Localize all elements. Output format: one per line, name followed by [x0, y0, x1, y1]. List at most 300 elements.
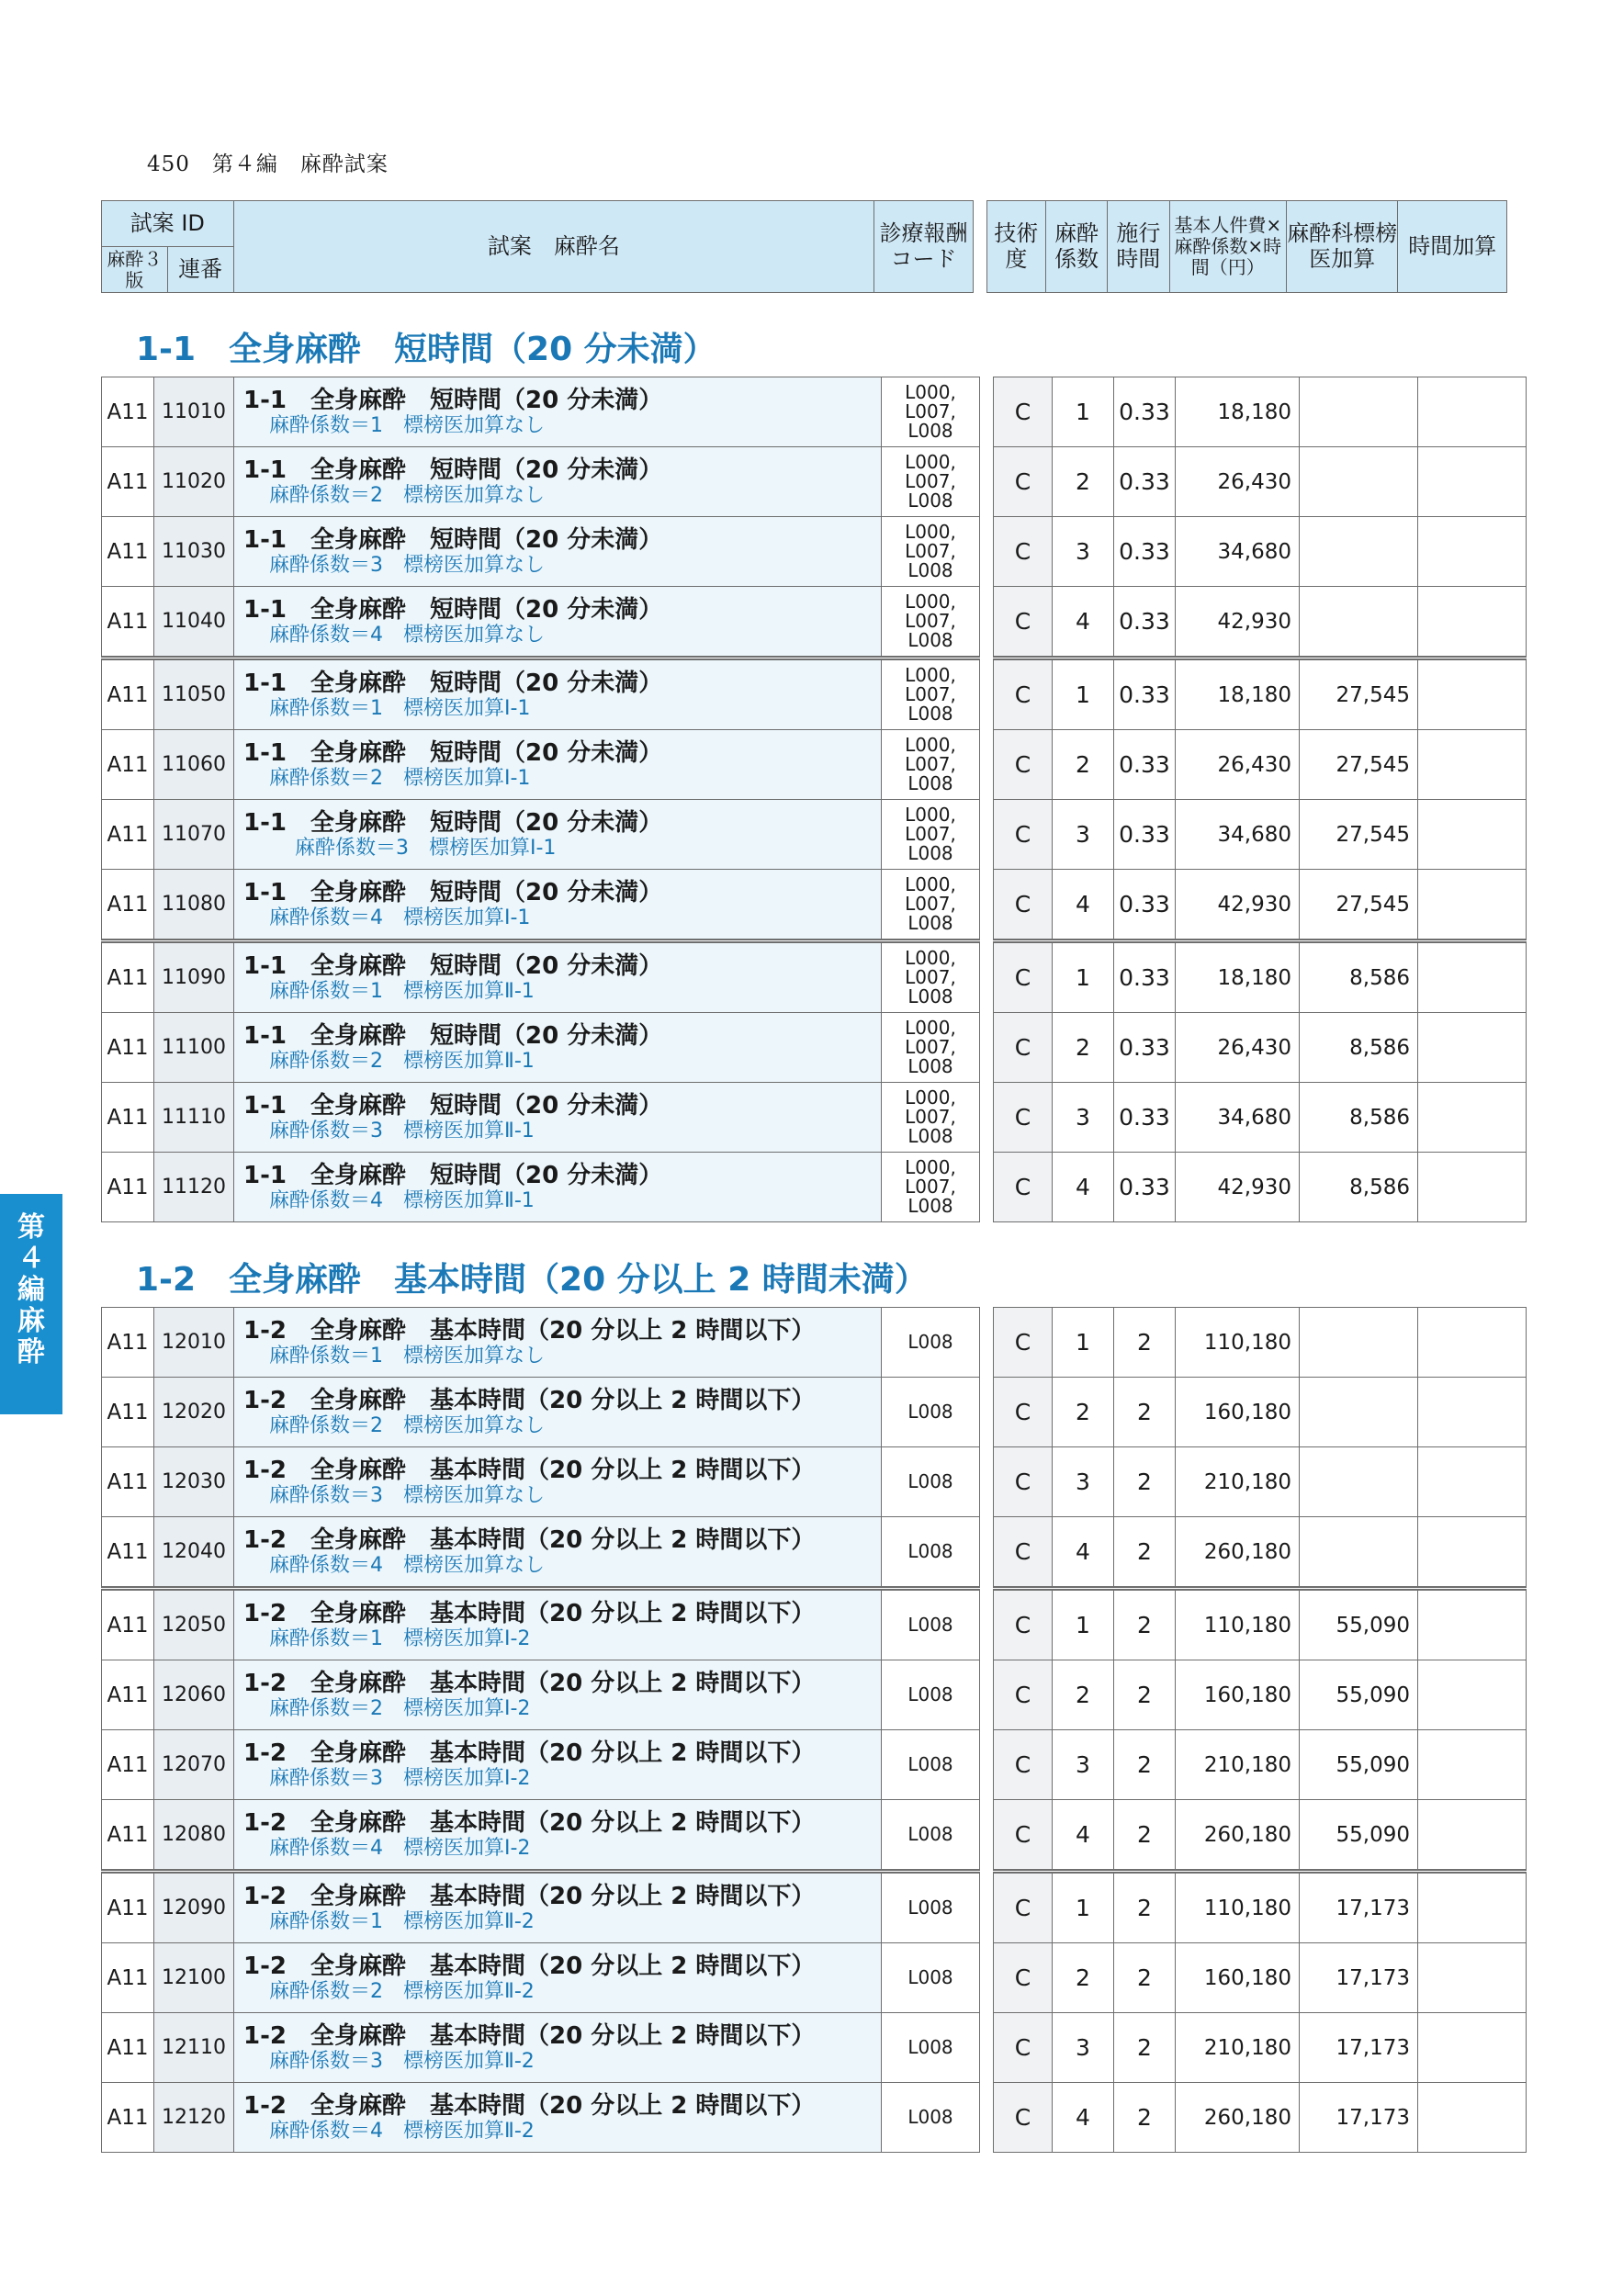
table-row — [102, 1308, 1527, 1378]
cell-code: L008 — [882, 1943, 980, 2013]
table-row — [102, 2013, 1527, 2083]
cell-jikan-kasan — [1418, 447, 1527, 517]
cell-kihon: 260,180 — [1176, 1517, 1300, 1589]
name-subtitle: 麻酔係数＝2 標榜医加算Ⅰ-2 — [269, 1696, 531, 1720]
cell-kihon: 160,180 — [1176, 1378, 1300, 1447]
cell-gap — [980, 1517, 994, 1589]
table-row — [102, 941, 1527, 1013]
cell-code: L000, L007, L008 — [882, 587, 980, 658]
header-shian-id: 試案 ID — [102, 201, 234, 247]
cell-code: L000, L007, L008 — [882, 1153, 980, 1222]
table-row — [102, 870, 1527, 941]
cell-name — [234, 377, 882, 447]
cell-masui3: A11 — [102, 1943, 154, 2013]
cell-masui3: A11 — [102, 1517, 154, 1589]
cell-jikan: 0.33 — [1114, 1153, 1176, 1222]
cell-keisu: 4 — [1053, 1800, 1114, 1872]
cell-hyobo: 55,090 — [1300, 1730, 1418, 1800]
section-title-1-1: 1-1 全身麻酔 短時間（20 分未満） — [136, 331, 716, 368]
cell-keisu: 1 — [1053, 377, 1114, 447]
name-subtitle: 麻酔係数＝1 標榜医加算なし — [269, 1344, 545, 1367]
cell-kihon: 110,180 — [1176, 1308, 1300, 1378]
name-title: 1-2 全身麻酔 基本時間（20 分以上 2 時間以下） — [243, 1808, 816, 1837]
cell-gijutsu: C — [994, 377, 1053, 447]
cell-jikan-kasan — [1418, 1153, 1527, 1222]
cell-name — [234, 1589, 882, 1660]
cell-kihon: 210,180 — [1176, 2013, 1300, 2083]
cell-serial: 12060 — [154, 1660, 234, 1730]
cell-jikan: 0.33 — [1114, 870, 1176, 941]
table-row — [102, 658, 1527, 730]
name-subtitle: 麻酔係数＝1 標榜医加算Ⅱ-2 — [269, 1909, 535, 1933]
cell-name — [234, 1660, 882, 1730]
cell-gap — [980, 377, 994, 447]
name-title: 1-1 全身麻酔 短時間（20 分未満） — [243, 1161, 663, 1189]
cell-hyobo: 27,545 — [1300, 730, 1418, 800]
cell-gijutsu: C — [994, 870, 1053, 941]
cell-hyobo: 55,090 — [1300, 1660, 1418, 1730]
cell-code: L008 — [882, 1308, 980, 1378]
table-row — [102, 447, 1527, 517]
name-title: 1-1 全身麻酔 短時間（20 分未満） — [243, 456, 663, 484]
name-title: 1-1 全身麻酔 短時間（20 分未満） — [243, 1021, 663, 1050]
cell-code: L000, L007, L008 — [882, 658, 980, 730]
cell-gijutsu: C — [994, 1517, 1053, 1589]
cell-gap — [980, 1083, 994, 1153]
table-row — [102, 1872, 1527, 1943]
cell-jikan: 0.33 — [1114, 1083, 1176, 1153]
header-masui3: 麻酔３版 — [102, 247, 168, 293]
cell-gijutsu: C — [994, 2013, 1053, 2083]
cell-keisu: 3 — [1053, 1730, 1114, 1800]
table-section-1-2 — [101, 1307, 1527, 2153]
cell-jikan-kasan — [1418, 1447, 1527, 1517]
cell-serial: 12110 — [154, 2013, 234, 2083]
name-title: 1-1 全身麻酔 短時間（20 分未満） — [243, 525, 663, 554]
table-row — [102, 1447, 1527, 1517]
cell-jikan: 2 — [1114, 1730, 1176, 1800]
name-subtitle: 麻酔係数＝4 標榜医加算Ⅰ-2 — [269, 1836, 531, 1860]
side-tab — [0, 1194, 62, 1414]
column-header — [101, 200, 1507, 293]
cell-code: L008 — [882, 1730, 980, 1800]
cell-code: L000, L007, L008 — [882, 800, 980, 870]
name-subtitle: 麻酔係数＝4 標榜医加算なし — [269, 1553, 545, 1577]
cell-serial: 12070 — [154, 1730, 234, 1800]
cell-jikan-kasan — [1418, 1083, 1527, 1153]
cell-gap — [980, 1153, 994, 1222]
cell-hyobo — [1300, 1378, 1418, 1447]
cell-kihon: 18,180 — [1176, 658, 1300, 730]
cell-serial: 11030 — [154, 517, 234, 587]
cell-gijutsu: C — [994, 1872, 1053, 1943]
cell-code: L000, L007, L008 — [882, 447, 980, 517]
cell-code: L008 — [882, 1589, 980, 1660]
cell-jikan-kasan — [1418, 517, 1527, 587]
cell-hyobo: 8,586 — [1300, 1013, 1418, 1083]
cell-serial: 11010 — [154, 377, 234, 447]
cell-kihon: 26,430 — [1176, 730, 1300, 800]
name-title: 1-2 全身麻酔 基本時間（20 分以上 2 時間以下） — [243, 1669, 816, 1697]
cell-code: L000, L007, L008 — [882, 1083, 980, 1153]
cell-gap — [980, 1660, 994, 1730]
cell-name — [234, 1308, 882, 1378]
cell-keisu: 3 — [1053, 800, 1114, 870]
cell-kihon: 34,680 — [1176, 1083, 1300, 1153]
cell-gijutsu: C — [994, 517, 1053, 587]
table-row — [102, 587, 1527, 658]
cell-serial: 12020 — [154, 1378, 234, 1447]
cell-serial: 11090 — [154, 941, 234, 1013]
cell-jikan-kasan — [1418, 587, 1527, 658]
cell-name — [234, 587, 882, 658]
cell-masui3: A11 — [102, 1013, 154, 1083]
cell-kihon: 260,180 — [1176, 2083, 1300, 2153]
cell-kihon: 18,180 — [1176, 377, 1300, 447]
cell-serial: 12010 — [154, 1308, 234, 1378]
header-jikan: 施行時間 — [1108, 201, 1169, 293]
side-tab-char: 第 — [17, 1211, 45, 1244]
cell-masui3: A11 — [102, 377, 154, 447]
cell-keisu: 2 — [1053, 1013, 1114, 1083]
cell-masui3: A11 — [102, 1083, 154, 1153]
header-name: 試案 麻酔名 — [233, 201, 874, 293]
cell-name — [234, 1517, 882, 1589]
cell-masui3: A11 — [102, 730, 154, 800]
cell-gap — [980, 1872, 994, 1943]
cell-jikan: 0.33 — [1114, 1013, 1176, 1083]
cell-keisu: 1 — [1053, 1872, 1114, 1943]
name-title: 1-2 全身麻酔 基本時間（20 分以上 2 時間以下） — [243, 1525, 816, 1554]
cell-name — [234, 658, 882, 730]
cell-gap — [980, 800, 994, 870]
cell-serial: 11080 — [154, 870, 234, 941]
table-row — [102, 1378, 1527, 1447]
name-title: 1-2 全身麻酔 基本時間（20 分以上 2 時間以下） — [243, 1316, 816, 1345]
cell-jikan-kasan — [1418, 941, 1527, 1013]
name-subtitle: 麻酔係数＝2 標榜医加算なし — [269, 1413, 545, 1437]
cell-gap — [980, 517, 994, 587]
cell-masui3: A11 — [102, 1589, 154, 1660]
cell-jikan: 2 — [1114, 2013, 1176, 2083]
cell-name — [234, 941, 882, 1013]
cell-gap — [980, 1730, 994, 1800]
cell-name — [234, 1730, 882, 1800]
cell-gijutsu: C — [994, 1083, 1053, 1153]
cell-gap — [980, 2083, 994, 2153]
cell-gap — [980, 1800, 994, 1872]
cell-gijutsu: C — [994, 1447, 1053, 1517]
running-head: 450 第４編 麻酔試案 — [147, 152, 389, 176]
cell-keisu: 2 — [1053, 1660, 1114, 1730]
cell-code: L008 — [882, 1378, 980, 1447]
name-subtitle: 麻酔係数＝2 標榜医加算Ⅰ-1 — [269, 766, 531, 790]
cell-serial: 11100 — [154, 1013, 234, 1083]
cell-jikan: 0.33 — [1114, 377, 1176, 447]
cell-masui3: A11 — [102, 941, 154, 1013]
cell-jikan: 0.33 — [1114, 587, 1176, 658]
name-title: 1-1 全身麻酔 短時間（20 分未満） — [243, 808, 663, 837]
cell-jikan: 0.33 — [1114, 658, 1176, 730]
cell-kihon: 34,680 — [1176, 517, 1300, 587]
cell-name — [234, 447, 882, 517]
cell-masui3: A11 — [102, 1660, 154, 1730]
cell-name — [234, 2013, 882, 2083]
cell-gijutsu: C — [994, 730, 1053, 800]
cell-serial: 12100 — [154, 1943, 234, 2013]
cell-hyobo: 27,545 — [1300, 658, 1418, 730]
cell-jikan-kasan — [1418, 377, 1527, 447]
side-tab-char: 麻 — [17, 1305, 45, 1337]
table-section-1-1 — [101, 377, 1527, 1222]
cell-gap — [980, 2013, 994, 2083]
cell-keisu: 3 — [1053, 1083, 1114, 1153]
name-subtitle: 麻酔係数＝2 標榜医加算なし — [269, 483, 545, 507]
cell-keisu: 2 — [1053, 1943, 1114, 2013]
table-row — [102, 1943, 1527, 2013]
cell-keisu: 4 — [1053, 2083, 1114, 2153]
header-gap — [973, 201, 986, 293]
name-title: 1-2 全身麻酔 基本時間（20 分以上 2 時間以下） — [243, 1386, 816, 1414]
cell-hyobo: 17,173 — [1300, 1943, 1418, 2013]
cell-masui3: A11 — [102, 1378, 154, 1447]
cell-jikan-kasan — [1418, 658, 1527, 730]
name-subtitle: 麻酔係数＝1 標榜医加算Ⅱ-1 — [269, 979, 535, 1003]
name-subtitle: 麻酔係数＝4 標榜医加算なし — [269, 623, 545, 647]
cell-masui3: A11 — [102, 2013, 154, 2083]
cell-jikan-kasan — [1418, 1800, 1527, 1872]
cell-name — [234, 1013, 882, 1083]
cell-gap — [980, 1943, 994, 2013]
cell-gijutsu: C — [994, 941, 1053, 1013]
cell-name — [234, 1943, 882, 2013]
cell-jikan-kasan — [1418, 730, 1527, 800]
cell-name — [234, 870, 882, 941]
cell-keisu: 1 — [1053, 658, 1114, 730]
cell-keisu: 1 — [1053, 941, 1114, 1013]
table-row — [102, 1013, 1527, 1083]
side-tab-char: ４ — [17, 1243, 45, 1275]
cell-jikan-kasan — [1418, 1517, 1527, 1589]
cell-gap — [980, 941, 994, 1013]
cell-name — [234, 1872, 882, 1943]
cell-name — [234, 517, 882, 587]
header-kihon: 基本人件費×麻酔係数×時間（円） — [1169, 201, 1287, 293]
cell-masui3: A11 — [102, 1447, 154, 1517]
cell-masui3: A11 — [102, 1872, 154, 1943]
cell-serial: 12120 — [154, 2083, 234, 2153]
cell-masui3: A11 — [102, 870, 154, 941]
name-title: 1-1 全身麻酔 短時間（20 分未満） — [243, 878, 663, 906]
cell-jikan: 2 — [1114, 1660, 1176, 1730]
table-row — [102, 1517, 1527, 1589]
cell-kihon: 42,930 — [1176, 1153, 1300, 1222]
cell-kihon: 110,180 — [1176, 1589, 1300, 1660]
cell-kihon: 210,180 — [1176, 1730, 1300, 1800]
cell-jikan: 0.33 — [1114, 730, 1176, 800]
cell-hyobo: 55,090 — [1300, 1800, 1418, 1872]
cell-hyobo: 27,545 — [1300, 870, 1418, 941]
cell-serial: 11020 — [154, 447, 234, 517]
cell-masui3: A11 — [102, 447, 154, 517]
cell-jikan: 2 — [1114, 1308, 1176, 1378]
cell-jikan: 2 — [1114, 1378, 1176, 1447]
cell-name — [234, 2083, 882, 2153]
cell-masui3: A11 — [102, 1800, 154, 1872]
cell-keisu: 4 — [1053, 870, 1114, 941]
cell-hyobo: 17,173 — [1300, 2083, 1418, 2153]
cell-hyobo: 8,586 — [1300, 941, 1418, 1013]
cell-hyobo — [1300, 517, 1418, 587]
header-hyobo: 麻酔科標榜医加算 — [1287, 201, 1398, 293]
name-title: 1-2 全身麻酔 基本時間（20 分以上 2 時間以下） — [243, 2021, 816, 2050]
name-subtitle: 麻酔係数＝2 標榜医加算Ⅱ-2 — [269, 1979, 535, 2003]
cell-jikan: 0.33 — [1114, 447, 1176, 517]
cell-gijutsu: C — [994, 1660, 1053, 1730]
cell-keisu: 2 — [1053, 1378, 1114, 1447]
name-subtitle: 麻酔係数＝3 標榜医加算Ⅰ-2 — [269, 1766, 531, 1790]
cell-gijutsu: C — [994, 587, 1053, 658]
cell-serial: 11110 — [154, 1083, 234, 1153]
cell-hyobo: 17,173 — [1300, 2013, 1418, 2083]
cell-gap — [980, 1589, 994, 1660]
cell-jikan-kasan — [1418, 800, 1527, 870]
table-row — [102, 1083, 1527, 1153]
cell-hyobo: 17,173 — [1300, 1872, 1418, 1943]
cell-kihon: 160,180 — [1176, 1943, 1300, 2013]
cell-serial: 12030 — [154, 1447, 234, 1517]
cell-gijutsu: C — [994, 1013, 1053, 1083]
cell-keisu: 2 — [1053, 447, 1114, 517]
cell-jikan: 2 — [1114, 1800, 1176, 1872]
name-title: 1-2 全身麻酔 基本時間（20 分以上 2 時間以下） — [243, 1882, 816, 1910]
cell-kihon: 260,180 — [1176, 1800, 1300, 1872]
cell-keisu: 4 — [1053, 1153, 1114, 1222]
name-title: 1-2 全身麻酔 基本時間（20 分以上 2 時間以下） — [243, 1739, 816, 1767]
name-subtitle: 麻酔係数＝4 標榜医加算Ⅱ-2 — [269, 2119, 535, 2143]
cell-gap — [980, 870, 994, 941]
name-title: 1-2 全身麻酔 基本時間（20 分以上 2 時間以下） — [243, 1952, 816, 1980]
cell-keisu: 2 — [1053, 730, 1114, 800]
cell-serial: 11040 — [154, 587, 234, 658]
cell-kihon: 18,180 — [1176, 941, 1300, 1013]
cell-code: L008 — [882, 1447, 980, 1517]
cell-jikan-kasan — [1418, 1013, 1527, 1083]
name-subtitle: 麻酔係数＝1 標榜医加算Ⅰ-1 — [269, 696, 531, 720]
side-tab-char: 酔 — [17, 1336, 45, 1368]
table-row — [102, 1153, 1527, 1222]
cell-kihon: 210,180 — [1176, 1447, 1300, 1517]
cell-jikan: 2 — [1114, 1589, 1176, 1660]
name-subtitle: 麻酔係数＝2 標榜医加算Ⅱ-1 — [269, 1049, 535, 1073]
side-tab-char: 編 — [17, 1274, 45, 1306]
name-subtitle: 麻酔係数＝4 標榜医加算Ⅱ-1 — [269, 1188, 535, 1212]
cell-jikan-kasan — [1418, 1730, 1527, 1800]
cell-gijutsu: C — [994, 1730, 1053, 1800]
cell-serial: 12090 — [154, 1872, 234, 1943]
cell-jikan: 2 — [1114, 1447, 1176, 1517]
cell-name — [234, 800, 882, 870]
cell-name — [234, 730, 882, 800]
name-subtitle: 麻酔係数＝3 標榜医加算なし — [269, 1483, 545, 1507]
cell-gap — [980, 1013, 994, 1083]
cell-jikan-kasan — [1418, 2083, 1527, 2153]
header-code: 診療報酬コード — [874, 201, 973, 293]
cell-hyobo: 8,586 — [1300, 1153, 1418, 1222]
cell-code: L008 — [882, 1800, 980, 1872]
cell-jikan-kasan — [1418, 1943, 1527, 2013]
cell-masui3: A11 — [102, 587, 154, 658]
name-subtitle: 麻酔係数＝4 標榜医加算Ⅰ-1 — [269, 906, 531, 929]
cell-jikan-kasan — [1418, 1308, 1527, 1378]
cell-code: L000, L007, L008 — [882, 941, 980, 1013]
cell-kihon: 34,680 — [1176, 800, 1300, 870]
cell-jikan-kasan — [1418, 1589, 1527, 1660]
table-row — [102, 1660, 1527, 1730]
cell-gijutsu: C — [994, 1308, 1053, 1378]
cell-serial: 11120 — [154, 1153, 234, 1222]
cell-code: L008 — [882, 1517, 980, 1589]
cell-code: L008 — [882, 1872, 980, 1943]
table-row — [102, 377, 1527, 447]
cell-gijutsu: C — [994, 1943, 1053, 2013]
name-title: 1-2 全身麻酔 基本時間（20 分以上 2 時間以下） — [243, 2091, 816, 2120]
cell-jikan-kasan — [1418, 870, 1527, 941]
cell-code: L000, L007, L008 — [882, 377, 980, 447]
cell-masui3: A11 — [102, 1308, 154, 1378]
cell-gijutsu: C — [994, 447, 1053, 517]
cell-jikan-kasan — [1418, 1872, 1527, 1943]
cell-name — [234, 1447, 882, 1517]
cell-hyobo: 27,545 — [1300, 800, 1418, 870]
cell-code: L008 — [882, 2083, 980, 2153]
name-subtitle: 麻酔係数＝3 標榜医加算Ⅰ-1 — [295, 836, 557, 860]
cell-kihon: 26,430 — [1176, 1013, 1300, 1083]
cell-gap — [980, 730, 994, 800]
cell-hyobo — [1300, 447, 1418, 517]
cell-masui3: A11 — [102, 658, 154, 730]
cell-keisu: 3 — [1053, 2013, 1114, 2083]
cell-code: L000, L007, L008 — [882, 517, 980, 587]
cell-gap — [980, 1447, 994, 1517]
cell-masui3: A11 — [102, 1153, 154, 1222]
cell-gap — [980, 1378, 994, 1447]
cell-code: L000, L007, L008 — [882, 870, 980, 941]
name-title: 1-1 全身麻酔 短時間（20 分未満） — [243, 738, 663, 767]
cell-hyobo — [1300, 587, 1418, 658]
cell-kihon: 110,180 — [1176, 1872, 1300, 1943]
cell-jikan-kasan — [1418, 1378, 1527, 1447]
cell-kihon: 42,930 — [1176, 870, 1300, 941]
cell-serial: 11050 — [154, 658, 234, 730]
name-subtitle: 麻酔係数＝1 標榜医加算Ⅰ-2 — [269, 1626, 531, 1650]
table-row — [102, 1589, 1527, 1660]
name-subtitle: 麻酔係数＝1 標榜医加算なし — [269, 413, 545, 437]
cell-kihon: 160,180 — [1176, 1660, 1300, 1730]
table-row — [102, 730, 1527, 800]
cell-hyobo — [1300, 1447, 1418, 1517]
cell-jikan: 2 — [1114, 1517, 1176, 1589]
cell-masui3: A11 — [102, 1730, 154, 1800]
cell-gap — [980, 1308, 994, 1378]
cell-keisu: 1 — [1053, 1589, 1114, 1660]
cell-name — [234, 1153, 882, 1222]
cell-keisu: 3 — [1053, 517, 1114, 587]
name-title: 1-1 全身麻酔 短時間（20 分未満） — [243, 669, 663, 697]
cell-hyobo — [1300, 377, 1418, 447]
cell-jikan-kasan — [1418, 1660, 1527, 1730]
cell-kihon: 26,430 — [1176, 447, 1300, 517]
